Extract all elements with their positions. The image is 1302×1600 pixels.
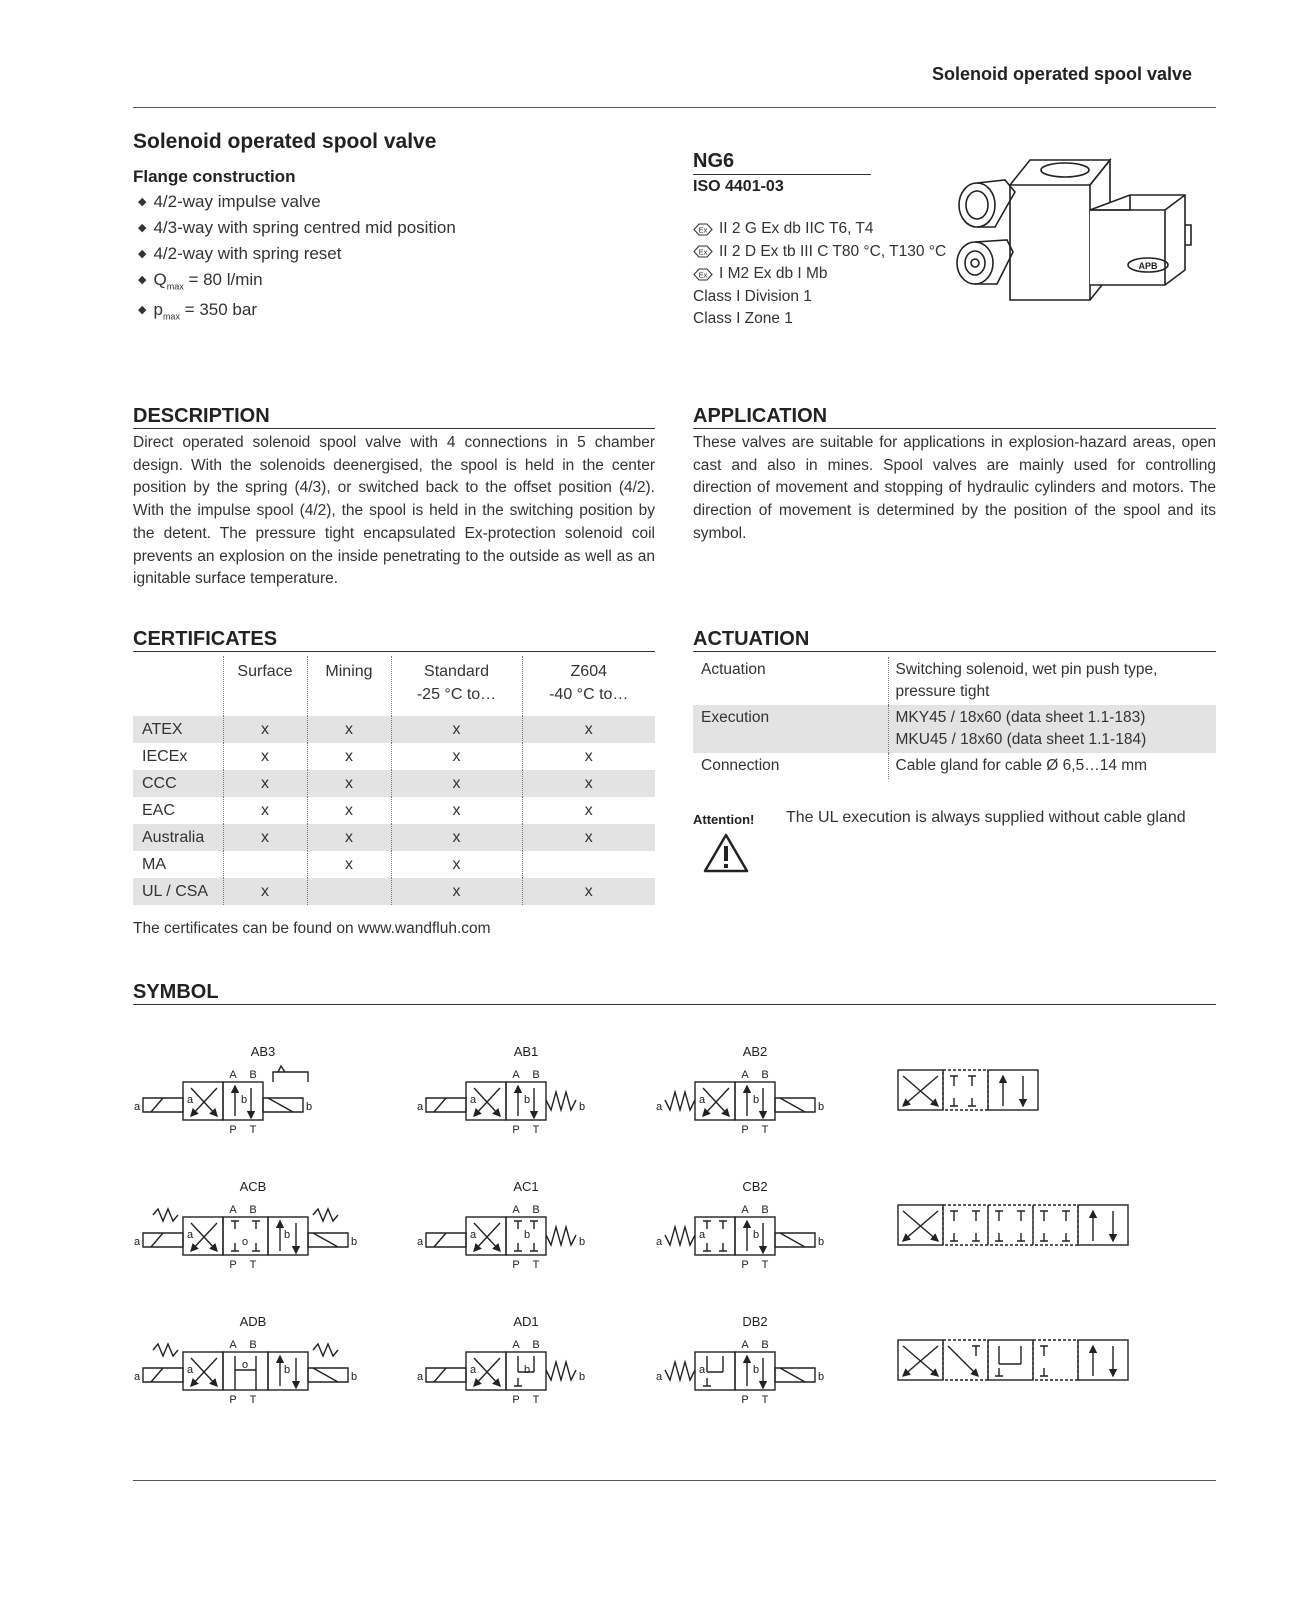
table-row (133, 743, 655, 770)
symbol-label: CB2 (742, 1179, 768, 1194)
symbol-extra-2 (898, 1205, 1128, 1245)
footer-divider (133, 1480, 1216, 1481)
ex-mark-icon (693, 268, 713, 281)
spool-label-a: a (186, 1364, 194, 1376)
symbol-extra-1 (898, 1070, 1038, 1110)
port-label-b: B (761, 1339, 769, 1351)
ex-mark-icon (693, 245, 713, 258)
port-label-b: B (249, 1069, 257, 1081)
value-line: MKU45 / 18x60 (data sheet 1.1-184) (895, 731, 1147, 748)
description-text: Direct operated solenoid spool valve with 4 connections in 5 chamber design. With the solenoids deenergised, the spool is held in the center position by the spring (4/3), or switched back to the offset position (4/2). With the impulse spool (4/2), the spool is held in the switching position by the detent. The pressure tight encapsulated Ex-protection solenoid coil prevents an explosion on the inside penetrating to the outside as well as an ignitable surface temperature. (133, 434, 655, 588)
header-text: Mining (325, 663, 373, 680)
table-cell: x (522, 716, 655, 743)
spool-label-b: b (752, 1094, 760, 1106)
symbol-acb (143, 1209, 348, 1255)
table-row (133, 878, 655, 905)
svg-text:Ex: Ex (698, 225, 708, 235)
approval-row (693, 218, 946, 241)
port-label-p: P (229, 1394, 237, 1406)
port-label-b: B (761, 1204, 769, 1216)
port-label-p: P (512, 1259, 520, 1271)
approval-row (693, 241, 946, 264)
symbol-label: AD1 (513, 1314, 539, 1329)
table-cell: x (223, 824, 307, 851)
subtitle: Flange construction (133, 167, 296, 186)
table-row (133, 770, 655, 797)
spool-label-b: b (523, 1364, 531, 1376)
port-label-p: P (741, 1259, 749, 1271)
symbol-label: DB2 (742, 1314, 768, 1329)
port-label-b: B (249, 1204, 257, 1216)
symbol-ac1 (426, 1217, 576, 1255)
port-label-a: A (512, 1204, 520, 1216)
port-label-b: B (532, 1339, 540, 1351)
spool-label-a: a (469, 1094, 477, 1106)
qmax-value: = 80 l/min (183, 270, 263, 289)
symbol-label: ADB (239, 1314, 267, 1329)
symbol-ab2 (665, 1082, 815, 1120)
spool-label-a: a (186, 1229, 194, 1241)
attention-text: The UL execution is always supplied without cable gland (786, 809, 1186, 826)
svg-text:Ex: Ex (698, 270, 708, 280)
table-cell (223, 851, 307, 878)
symbol-db2 (665, 1352, 815, 1390)
table-cell: x (307, 824, 391, 851)
solenoid-label-a: a (655, 1236, 663, 1248)
actuation-heading: ACTUATION (693, 627, 1216, 652)
symbol-cb2 (665, 1217, 815, 1255)
row-label: Actuation (701, 661, 766, 678)
solenoid-label-b: b (817, 1371, 825, 1383)
description-heading: DESCRIPTION (133, 404, 655, 429)
table-row (133, 797, 655, 824)
ex-mark-icon (693, 223, 713, 236)
port-label-p: P (229, 1124, 237, 1136)
symbol-ad1 (426, 1352, 576, 1390)
pmax-symbol: p (153, 300, 163, 320)
table-row (133, 851, 655, 878)
solenoid-label-b: b (350, 1371, 358, 1383)
row-label: ATEX (133, 716, 223, 743)
table-cell: x (223, 716, 307, 743)
pmax-sub: max (162, 311, 180, 322)
value-line: pressure tight (895, 683, 990, 700)
table-cell: x (391, 797, 522, 824)
product-logo: APB (1138, 261, 1158, 271)
table-header-row (133, 656, 655, 716)
table-cell: x (307, 851, 391, 878)
spool-label-b: b (283, 1229, 291, 1241)
col-header-z604 (522, 656, 655, 716)
application-heading: APPLICATION (693, 404, 1216, 429)
row-label: Australia (133, 824, 223, 851)
port-label-a: A (512, 1069, 520, 1081)
row-value (888, 657, 1216, 705)
symbol-label: AB1 (513, 1044, 539, 1059)
table-cell: x (522, 878, 655, 905)
solenoid-label-a: a (133, 1236, 141, 1248)
table-cell: x (391, 878, 522, 905)
port-label-a: A (741, 1069, 749, 1081)
certificates-table (133, 656, 655, 905)
certificates-heading: CERTIFICATES (133, 627, 655, 652)
svg-text:Ex: Ex (698, 247, 708, 257)
solenoid-label-b: b (817, 1101, 825, 1113)
center-mark: o (241, 1236, 249, 1248)
table-row (693, 753, 1216, 779)
application-text: These valves are suitable for applications in explosion-hazard areas, open cast and also in mines. Spool valves are mainly used for controlling direction of movement and stopping of hydraulic cylinders and motors. The direction of movement is determined by the position of the spool and its symbol. (693, 434, 1216, 542)
table-cell: x (223, 743, 307, 770)
approval-list (693, 218, 946, 331)
solenoid-label-a: a (655, 1101, 663, 1113)
symbol-label: ACB (239, 1179, 267, 1194)
spool-label-b: b (523, 1094, 531, 1106)
feature-item: ◆ 4/3-way with spring centred mid position (138, 216, 456, 242)
port-label-t: T (761, 1124, 769, 1136)
port-label-t: T (532, 1124, 540, 1136)
table-cell (307, 878, 391, 905)
symbol-ab3 (143, 1066, 308, 1120)
approval-row (693, 263, 946, 286)
value-line: Cable gland for cable Ø 6,5…14 mm (895, 757, 1148, 774)
table-row (693, 657, 1216, 705)
table-cell: x (223, 878, 307, 905)
spool-label-a: a (469, 1229, 477, 1241)
row-value (888, 753, 1216, 779)
warning-icon (702, 832, 750, 874)
table-cell: x (522, 797, 655, 824)
spool-label-b: b (752, 1229, 760, 1241)
table-cell: x (391, 716, 522, 743)
port-label-b: B (532, 1069, 540, 1081)
feature-item-qmax (138, 268, 456, 298)
col-header-mining (307, 656, 391, 716)
spool-label-b: b (240, 1094, 248, 1106)
table-cell (522, 851, 655, 878)
symbol-heading: SYMBOL (133, 980, 1216, 1005)
row-label: Connection (701, 757, 780, 774)
port-label-t: T (249, 1394, 257, 1406)
port-label-a: A (512, 1339, 520, 1351)
feature-item-pmax (138, 298, 456, 328)
running-header-title: Solenoid operated spool valve (931, 64, 1192, 84)
attention-label: Attention! (693, 812, 755, 827)
table-cell: x (307, 716, 391, 743)
approval-text: II 2 D Ex tb III C T80 °C, T130 °C (719, 242, 947, 260)
solenoid-label-a: a (655, 1371, 663, 1383)
header-text: Surface (237, 663, 293, 680)
table-row (133, 716, 655, 743)
port-label-p: P (741, 1394, 749, 1406)
header-text: Standard (424, 663, 489, 680)
port-label-a: A (229, 1339, 237, 1351)
qmax-sub: max (166, 281, 184, 292)
row-label: IECEx (142, 747, 188, 765)
row-label: UL / CSA (133, 878, 223, 905)
port-label-a: A (741, 1204, 749, 1216)
port-label-b: B (249, 1339, 257, 1351)
port-label-t: T (532, 1259, 540, 1271)
solenoid-label-a: a (416, 1101, 424, 1113)
approval-text: II 2 G Ex db IIC T6, T4 (719, 220, 874, 237)
header-empty (133, 656, 223, 716)
port-label-t: T (249, 1259, 257, 1271)
table-cell: x (391, 743, 522, 770)
symbol-label: AB3 (250, 1044, 276, 1059)
symbol-label: AC1 (513, 1179, 539, 1194)
solenoid-label-b: b (578, 1101, 586, 1113)
spool-label-b: b (523, 1229, 531, 1241)
table-cell: x (223, 770, 307, 797)
spool-label-a: a (698, 1364, 706, 1376)
port-label-t: T (761, 1259, 769, 1271)
port-label-p: P (229, 1259, 237, 1271)
solenoid-label-a: a (416, 1236, 424, 1248)
table-cell: x (307, 743, 391, 770)
solenoid-label-a: a (416, 1371, 424, 1383)
spool-label-a: a (698, 1229, 706, 1241)
solenoid-label-b: b (305, 1101, 313, 1113)
header-divider (133, 107, 1216, 108)
solenoid-label-b: b (350, 1236, 358, 1248)
symbol-ab1 (426, 1082, 576, 1120)
symbol-label: AB2 (742, 1044, 768, 1059)
table-row (133, 824, 655, 851)
table-cell: x (522, 743, 655, 770)
table-cell: x (522, 770, 655, 797)
qmax-symbol: Q (153, 270, 167, 289)
table-cell: x (223, 797, 307, 824)
hydraulic-symbols (133, 1040, 1216, 1420)
spool-label-b: b (283, 1364, 291, 1376)
spool-label-a: a (186, 1094, 194, 1106)
pmax-value: = 350 bar (179, 300, 257, 320)
class-zone: Class I Zone 1 (693, 310, 793, 327)
solenoid-label-b: b (817, 1236, 825, 1248)
port-label-p: P (741, 1124, 749, 1136)
table-cell: x (307, 797, 391, 824)
table-cell: x (307, 770, 391, 797)
solenoid-label-a: a (133, 1101, 141, 1113)
solenoid-label-b: b (578, 1236, 586, 1248)
row-label: MA (142, 855, 166, 873)
class-division: Class I Division 1 (693, 287, 812, 305)
header-text: Z604 (570, 663, 607, 680)
solenoid-label-b: b (578, 1371, 586, 1383)
row-label: CCC (133, 770, 223, 797)
port-label-t: T (249, 1124, 257, 1136)
port-label-t: T (532, 1394, 540, 1406)
spool-label-b: b (752, 1364, 760, 1376)
port-label-b: B (761, 1069, 769, 1081)
header-subtext: -25 °C to… (416, 686, 497, 703)
spool-label-a: a (698, 1094, 706, 1106)
table-cell: x (522, 824, 655, 851)
table-cell: x (391, 851, 522, 878)
table-cell: x (391, 770, 522, 797)
row-value (888, 705, 1216, 753)
page-title: Solenoid operated spool valve (133, 130, 437, 153)
port-label-t: T (761, 1394, 769, 1406)
actuation-table (693, 657, 1216, 779)
nominal-size: NG6 (693, 150, 871, 175)
col-header-standard (391, 656, 522, 716)
value-line: MKY45 / 18x60 (data sheet 1.1-183) (895, 709, 1146, 726)
port-label-a: A (229, 1069, 237, 1081)
feature-item: ◆ 4/2-way with spring reset (138, 242, 456, 268)
row-label: Execution (693, 705, 888, 753)
port-label-p: P (512, 1394, 520, 1406)
row-label: EAC (142, 801, 175, 819)
certificates-note: The certificates can be found on www.wandfluh.com (133, 920, 491, 937)
port-label-a: A (741, 1339, 749, 1351)
table-row (693, 705, 1216, 753)
iso-standard: ISO 4401-03 (693, 178, 784, 195)
spool-label-a: a (469, 1364, 477, 1376)
port-label-b: B (532, 1204, 540, 1216)
solenoid-label-a: a (133, 1371, 141, 1383)
approval-text: I M2 Ex db I Mb (719, 265, 828, 282)
table-cell: x (391, 824, 522, 851)
port-label-a: A (229, 1204, 237, 1216)
center-mark: o (241, 1359, 249, 1371)
header-subtext: -40 °C to… (549, 686, 629, 703)
value-line: Switching solenoid, wet pin push type, (895, 661, 1158, 678)
feature-item: ◆ 4/2-way impulse valve (138, 190, 456, 216)
col-header-surface (223, 656, 307, 716)
feature-list (138, 190, 456, 329)
valve-product-illustration (955, 150, 1215, 310)
port-label-p: P (512, 1124, 520, 1136)
symbol-extra-3 (898, 1340, 1128, 1380)
